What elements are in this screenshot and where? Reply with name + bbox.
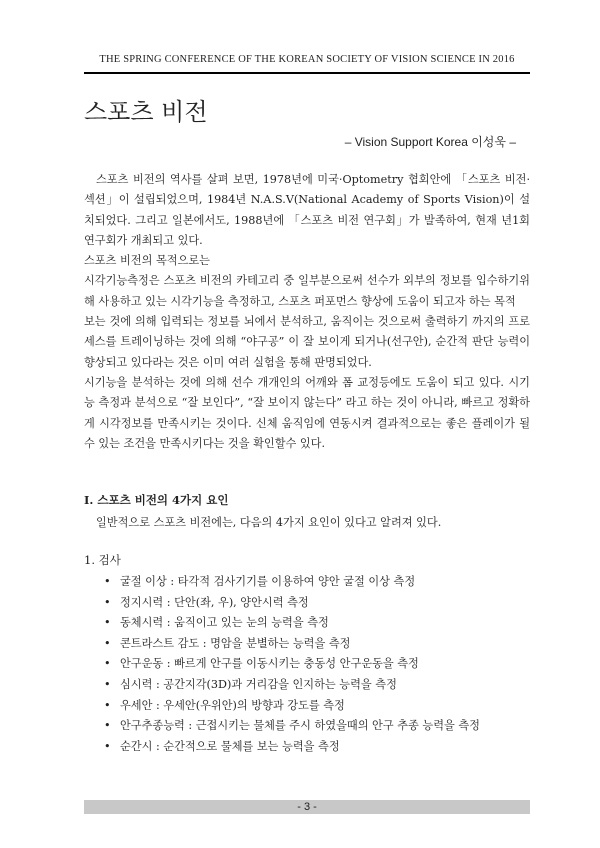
author-line: – Vision Support Korea 이성욱 – [344, 135, 516, 149]
bullet-icon: • [104, 677, 111, 691]
body-text [84, 170, 530, 454]
list-item [100, 613, 480, 634]
bullet-icon: • [104, 616, 111, 630]
list-item-text: 심시력 : 공간지각(3D)과 거리감을 인지하는 능력을 측정 [120, 677, 397, 691]
header-rule [84, 72, 530, 74]
paragraph-training: 보는 것에 의해 입력되는 정보를 뇌에서 분석하고, 움직이는 것으로써 출력하기 까지의 프로세스를 트레이닝하는 것에 의해 “야구공” 이 잘 보이게 되거나(선구안), 순간적 판단 능력이 향상되고 있다라는 것은 이미 여러 실험을 통해 판명되었다. [84, 315, 530, 369]
list-item-text: 우세안 : 우세안(우위안)의 방향과 강도를 측정 [120, 698, 345, 712]
list-item [100, 675, 480, 696]
list-item-text: 콘트라스트 감도 : 명암을 분별하는 능력을 측정 [120, 636, 351, 650]
paragraph-analysis: 시기능을 분석하는 것에 의해 선수 개개인의 어깨와 폼 교정등에도 도움이 되고 있다. 시기능 측정과 분석으로 “잘 보인다”, “잘 보이지 않는다” 라고 하는 것이 아니라, 빠르고 정확하게 시각정보를 만족시키는 것이다. 신체 움직임에 연동시켜 결과적으로는 좋은 플레이가 될수 있는 조건을 만족시키다는 것을 확인할수 있다. [84, 375, 530, 450]
list-item [100, 737, 480, 758]
bullet-icon: • [104, 739, 111, 753]
subsection-heading: 1. 검사 [84, 553, 121, 567]
paragraph-visual-function: 시각기능측정은 스포츠 비전의 카테고리 중 일부분으로써 선수가 외부의 정보를 입수하기위해 사용하고 있는 시각기능을 측정하고, 스포츠 퍼포먼스 향상에 도움이 되고자 하는 목적 [84, 274, 530, 308]
page-title: 스포츠 비전 [84, 98, 208, 126]
list-item-text: 순간시 : 순간적으로 물체를 보는 능력을 측정 [120, 739, 340, 753]
list-item-text: 굴절 이상 : 타각적 검사기기를 이용하여 양안 굴절 이상 측정 [120, 575, 416, 588]
list-item-text: 안구추종능력 : 근접시키는 물체를 주시 하였을때의 안구 추종 능력을 측정 [120, 719, 480, 733]
conference-header: THE SPRING CONFERENCE OF THE KOREAN SOCIETY OF VISION SCIENCE IN 2016 [99, 54, 515, 65]
list-item-text: 안구운동 : 빠르게 안구를 이동시키는 충동성 안구운동을 측정 [120, 657, 419, 671]
paragraph-purpose-intro: 스포츠 비전의 목적으로는 [84, 254, 210, 268]
test-list [100, 572, 480, 757]
list-item [100, 654, 480, 675]
section-intro: 일반적으로 스포츠 비전에는, 다음의 4가지 요인이 있다고 알려져 있다. [96, 516, 442, 529]
list-item [100, 572, 480, 593]
list-item [100, 716, 480, 737]
list-item-text: 정지시력 : 단안(좌, 우), 양안시력 측정 [120, 595, 309, 609]
bullet-icon: • [104, 575, 111, 588]
bullet-icon: • [104, 698, 111, 712]
list-item [100, 634, 480, 655]
bullet-icon: • [104, 657, 111, 671]
section-heading: I. 스포츠 비전의 4가지 요인 [84, 493, 229, 507]
list-item-text: 동체시력 : 움직이고 있는 눈의 능력을 측정 [120, 616, 329, 630]
page-number: - 3 - [297, 801, 317, 813]
bullet-icon: • [104, 719, 111, 733]
bullet-icon: • [104, 636, 111, 650]
bullet-icon: • [104, 595, 111, 609]
paragraph-history: 스포츠 비전의 역사를 살펴 보면, 1978년에 미국·Optometry 협회안에 「스포츠 비전·섹션」이 설립되었으며, 1984년 N.A.S.V(National Academy of Sports Vision)이 설치되었다. 그리고 일본에서도, 1988년에 「스포츠 비전 연구회」가 발족하여, 현재 년1회 연구회가 개최되고 있다. [84, 173, 530, 247]
list-item [100, 696, 480, 717]
list-item [100, 593, 480, 614]
